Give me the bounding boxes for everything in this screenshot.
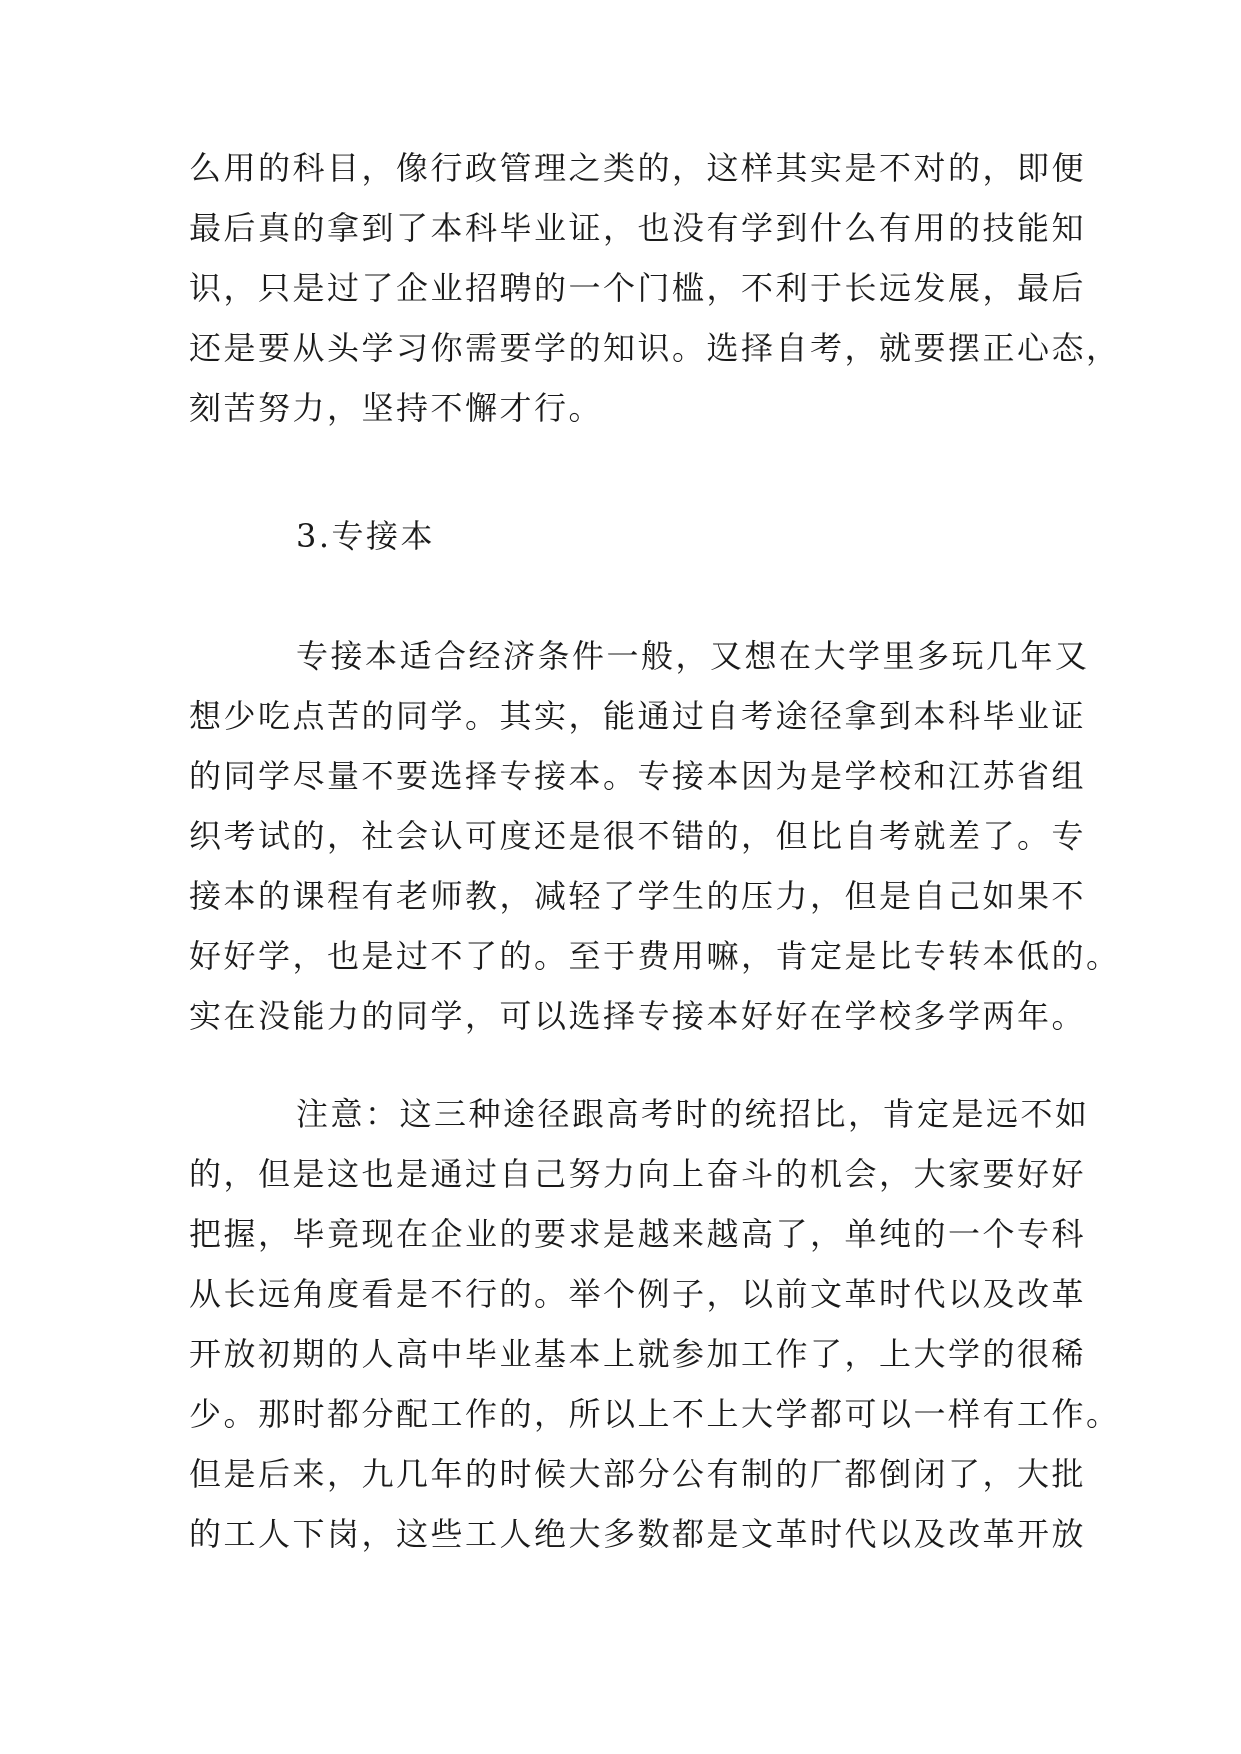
paragraph-line: 专接本适合经济条件一般，又想在大学里多玩几年又	[296, 637, 1090, 675]
paragraph-line: 织考试的，社会认可度还是很不错的，但比自考就差了。专	[189, 817, 1087, 855]
paragraph-line: 想少吃点苦的同学。其实，能通过自考途径拿到本科毕业证	[189, 697, 1087, 735]
paragraph-zhuanjieben	[189, 626, 1121, 1046]
paragraph-line: 但是后来，九几年的时候大部分公有制的厂都倒闭了，大批	[189, 1455, 1087, 1493]
paragraph-line: 注意：这三种途径跟高考时的统招比，肯定是远不如	[296, 1095, 1090, 1133]
paragraph-line: 接本的课程有老师教，减轻了学生的压力，但是自己如果不	[189, 877, 1087, 915]
paragraph-self-study-conclusion	[189, 138, 1121, 438]
paragraph-line: 实在没能力的同学，可以选择专接本好好在学校多学两年。	[189, 997, 1087, 1035]
section-heading: 3.专接本	[296, 517, 436, 555]
paragraph-line: 的工人下岗，这些工人绝大多数都是文革时代以及改革开放	[189, 1515, 1087, 1553]
paragraph-line: 识，只是过了企业招聘的一个门槛，不利于长远发展，最后	[189, 269, 1087, 307]
paragraph-line: 刻苦努力，坚持不懈才行。	[189, 389, 604, 427]
paragraph-line: 的同学尽量不要选择专接本。专接本因为是学校和江苏省组	[189, 757, 1087, 795]
paragraph-line: 的，但是这也是通过自己努力向上奋斗的机会，大家要好好	[189, 1155, 1087, 1193]
paragraph-line: 最后真的拿到了本科毕业证，也没有学到什么有用的技能知	[189, 209, 1087, 247]
paragraph-line: 把握，毕竟现在企业的要求是越来越高了，单纯的一个专科	[189, 1215, 1087, 1253]
paragraph-line: 开放初期的人高中毕业基本上就参加工作了，上大学的很稀	[189, 1335, 1087, 1373]
paragraph-note	[189, 1084, 1121, 1564]
paragraph-line: 好好学，也是过不了的。至于费用嘛，肯定是比专转本低的。	[189, 937, 1121, 975]
paragraph-line: 还是要从头学习你需要学的知识。选择自考，就要摆正心态，	[189, 329, 1121, 367]
paragraph-line: 从长远角度看是不行的。举个例子，以前文革时代以及改革	[189, 1275, 1087, 1313]
paragraph-line: 么用的科目，像行政管理之类的，这样其实是不对的，即便	[189, 149, 1087, 187]
paragraph-line: 少。那时都分配工作的，所以上不上大学都可以一样有工作。	[189, 1395, 1121, 1433]
